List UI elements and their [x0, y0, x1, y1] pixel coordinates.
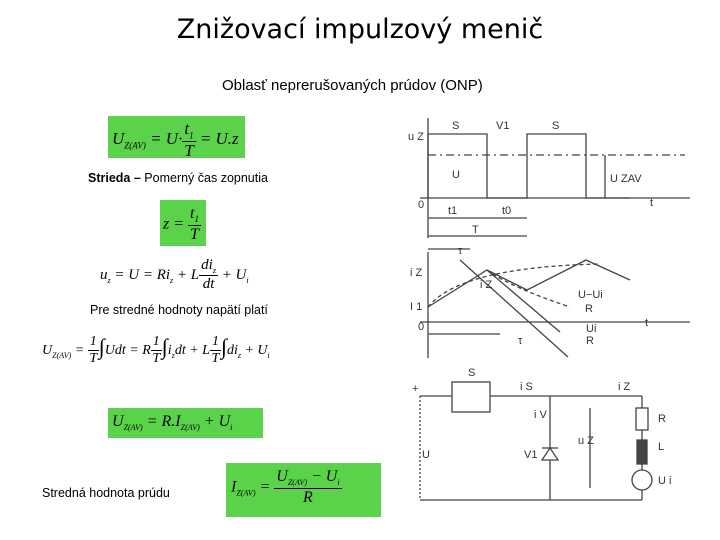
duty-cycle-label-rest: Pomerný čas zopnutia: [140, 171, 268, 185]
waveform-label-t-bottom: t: [645, 317, 649, 329]
circuit-label-ui: U i: [658, 475, 672, 487]
formula-mean-current-box: [226, 463, 381, 517]
circuit-label-plus: +: [412, 383, 419, 395]
waveform-label-tau1: τ: [458, 245, 463, 257]
circuit-label-r: R: [658, 413, 666, 425]
waveform-label-uz: u Z: [408, 131, 424, 143]
circuit-label-iz: i Z: [618, 381, 631, 393]
duty-cycle-label-bold: Strieda –: [88, 171, 141, 185]
formula-mean-result: $U_{Z(AV)} = R.I_{Z(AV)} + U_i$: [112, 413, 233, 433]
formula-mean-voltage: $U_{Z(AV)} = U\cdot$ $\frac{t_1}{T}$ = U.z: [112, 119, 239, 160]
circuit-label-switch: S: [468, 368, 476, 379]
waveform-label-uzav: U ZAV: [610, 173, 642, 185]
circuit-label-l: L: [658, 441, 665, 453]
waveform-label-s1: S: [452, 120, 460, 132]
waveform-label-t-top: t: [650, 197, 654, 209]
circuit-label-u: U: [422, 449, 430, 461]
circuit-label-iv: i V: [534, 409, 547, 421]
circuit-label-uz: u Z: [578, 435, 594, 447]
formula-voltage-equation: $u_z = U = Ri_z + L$ $\frac{di_z}{dt}$ + $U_i$: [100, 257, 249, 293]
waveform-label-t1: t1: [448, 205, 458, 217]
circuit-diagram: [400, 368, 700, 516]
formula-mean-voltage-box: [108, 116, 245, 158]
slide-subtitle: Oblasť neprerušovaných prúdov (ONP): [222, 77, 483, 94]
waveform-label-zero-top: 0: [418, 199, 425, 211]
circuit-label-is: i S: [520, 381, 533, 393]
waveform-label-period: T: [472, 224, 479, 236]
waveform-label-t0: t0: [502, 205, 512, 217]
waveform-label-s2: S: [552, 120, 560, 132]
circuit-label-v1: V1: [524, 449, 538, 461]
duty-cycle-label: [88, 171, 268, 185]
waveform-label-zero-bottom: 0: [418, 321, 425, 333]
formula-mean-current: $I_{Z(AV)}$ = $\frac{U_{Z(AV)} - U_i}{R}$: [231, 468, 340, 506]
waveform-label-ui: Ui: [586, 323, 597, 335]
waveform-label-v1: V1: [496, 120, 510, 132]
formula-mean-integral: $U_{Z(AV)}$ = $\frac{1}{T}$ ∫Udt = R $\frac{1}{T}$ $\int i_zdt + L$ $\frac{1}{T}$ $\int di_z + U_i$: [42, 334, 270, 366]
waveform-label-r1: R: [585, 303, 593, 315]
waveform-label-r2: R: [586, 335, 594, 347]
formula-duty-cycle: z = $\frac{t_1}{T}$: [163, 205, 199, 243]
waveform-label-u-ui: U−Ui: [578, 289, 603, 301]
waveform-label-u: U: [452, 169, 460, 181]
slide-title: Znižovací impulzový menič: [176, 14, 544, 45]
waveform-label-i1: I 1: [410, 301, 423, 313]
formula-mean-result-box: [108, 408, 263, 438]
waveform-label-tau2: τ: [518, 335, 523, 347]
waveform-label-iz-axis: i Z: [410, 267, 423, 279]
mean-current-label: Stredná hodnota prúdu: [42, 486, 170, 500]
mean-values-label: Pre stredné hodnoty napätí platí: [90, 303, 268, 317]
formula-duty-cycle-box: [160, 200, 206, 246]
waveform-label-iz-curve: i Z: [480, 279, 493, 291]
waveform-diagram: [400, 112, 700, 364]
